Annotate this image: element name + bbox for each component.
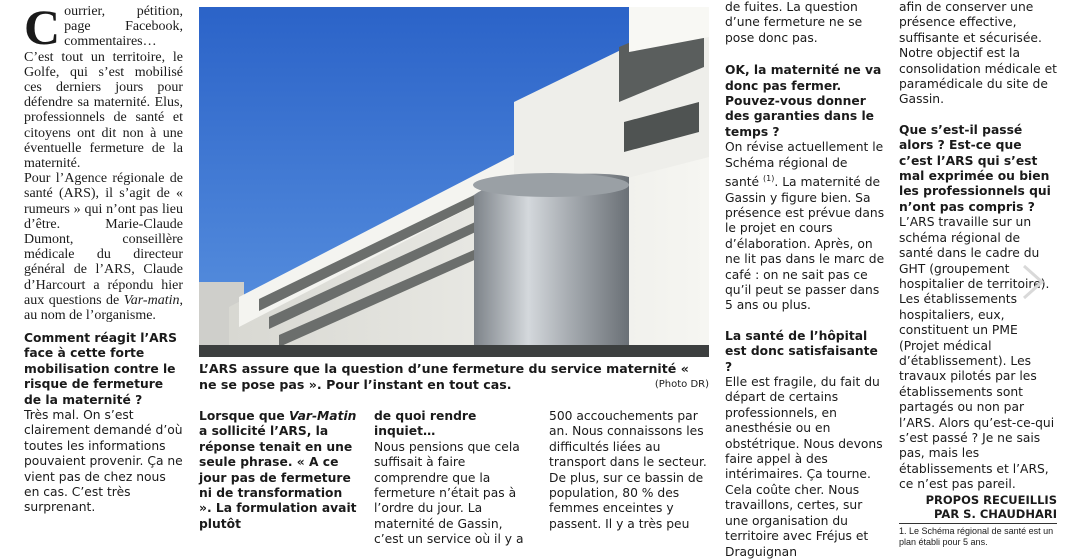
photo-credit: (Photo DR) xyxy=(654,379,709,390)
column-1-qa xyxy=(24,331,184,516)
intro-paragraph-2 xyxy=(24,171,183,323)
question-2-text-b: a sollicité l’ARS, la réponse tenait en une seule phrase. « A ce jour pas de fermeture ni de transformation ». La formulation avait plutôt xyxy=(199,424,357,531)
question-2-end: de quoi rendre inquiet… xyxy=(374,409,477,439)
question-2-publication: Var-Matin xyxy=(289,409,357,423)
intro-text-b: , au nom de l’organisme. xyxy=(24,292,183,324)
footnote-ref: (1) xyxy=(763,174,775,184)
column-1 xyxy=(24,0,183,324)
dropcap: C xyxy=(24,0,61,55)
footnote: 1. Le Schéma régional de santé est un plan établi pour 5 ans. xyxy=(899,525,1054,547)
answer-3 xyxy=(725,140,885,314)
column-4 xyxy=(549,409,711,532)
col6-top-text: afin de conserver une présence effective, suffisante et sécurisée. Notre objectif est la consolidation médicale et paramédicale du site de Gassin. xyxy=(899,0,1057,107)
question-3: OK, la maternité ne va donc pas fermer. Pouvez-vous donner des garanties dans le temps ? xyxy=(725,63,882,139)
hospital-building-image xyxy=(199,7,709,357)
publication-name: Var-matin xyxy=(123,292,180,308)
question-2-text-a: Lorsque que xyxy=(199,409,290,423)
question-5: Que s’est-il passé alors ? Est-ce que c’est l’ARS qui s’est mal exprimée ou bien les professionnels qui n’ont pas compris ? xyxy=(899,122,1051,214)
question-4: La santé de l’hôpital est donc satisfaisante ? xyxy=(725,328,878,374)
column-5 xyxy=(725,0,885,560)
intro-lead-text: ourrier, pétition, page Facebook, commentaires… C’est tout un territoire, le Golfe, qui s’est mobilisé ces derniers jours pour défendre sa maternité. Elus, professionnels de santé et citoyens ont dit non à une éventuelle fermeture de la maternité. xyxy=(24,4,183,172)
column-2 xyxy=(199,409,357,532)
col5-top-text: de fuites. La question d’une fermeture ne se pose donc pas. xyxy=(725,0,863,45)
answer-2: Nous pensions que cela suffisait à faire comprendre que la fermeture n’était pas à l’ordre du jour. La maternité de Gassin, c’est un service où il y a xyxy=(374,439,524,547)
answer-2-cont: 500 accouchements par an. Nous connaissons les difficultés liées au transport dans le secteur. De plus, sur ce bassin de population, 80 % des femmes enceintes y passent. Il y a très peu xyxy=(549,409,707,531)
answer-4: Elle est fragile, du fait du départ de certains professionnels, en anesthésie ou en obstétrique. Nous devons faire appel à des intérimaires. Ça tourne. Cela coûte cher. Nous travaillons, certes, sur une organisation du territoire avec Fréjus et Draguignan xyxy=(725,375,883,559)
answer-5: L’ARS travaille sur un schéma régional de santé dans le cadre du GHT (groupement hospitalier de territoire). Les établissements hospitaliers, eux, constituent un PME (Projet médical d’établissement). Les travaux pilotés par les établissements sont partagés ou non par l’ARS. Alors qu’est-ce-qui s’est passé ? Je ne sais pas, mais les établissements et l’ARS, ce n’est pas pareil. xyxy=(899,215,1055,492)
answer-3-text-b: . La maternité de Gassin y figure bien. Sa présence est prévue dans le projet en cours d’élaboration. Après, on ne lit pas dans le marc de café : on ne sait pas ce qu’il peut se passer dans 5 ans ou plus. xyxy=(725,175,885,313)
question-2 xyxy=(199,409,357,532)
signature xyxy=(899,493,1057,521)
photo-caption-text: L’ARS assure que la question d’une fermeture du service maternité « ne se pose pas ». Pour l’instant en tout cas. xyxy=(199,361,689,392)
signature-line-1: PROPOS RECUEILLIS xyxy=(925,492,1057,507)
intro-text-a: Pour l’Agence régionale de santé (ARS), il s’agit de « rumeurs » qui n’ont pas lieu d’être. Marie-Claude Dumont, conseillère médicale du directeur général de l’ARS, Claude d’Harcourt a répondu hier aux questions de xyxy=(24,171,183,308)
question-1: Comment réagit l’ARS face à cette forte mobilisation contre le risque de fermeture de la maternité ? xyxy=(24,331,177,407)
column-3 xyxy=(374,409,534,548)
answer-3-text-a: On révise actuellement le Schéma régional de santé xyxy=(725,140,884,190)
chevron-right-icon[interactable] xyxy=(1018,262,1048,302)
photo-caption xyxy=(199,361,709,393)
hospital-photo xyxy=(199,7,709,357)
signature-line-2: PAR S. CHAUDHARI xyxy=(934,506,1057,521)
answer-1: Très mal. On s’est clairement demandé d’où toutes les informations pouvaient provenir. Ça ne vient pas de chez nous en cas. C’est très surprenant. xyxy=(24,408,183,515)
footnote-divider xyxy=(899,523,1057,524)
